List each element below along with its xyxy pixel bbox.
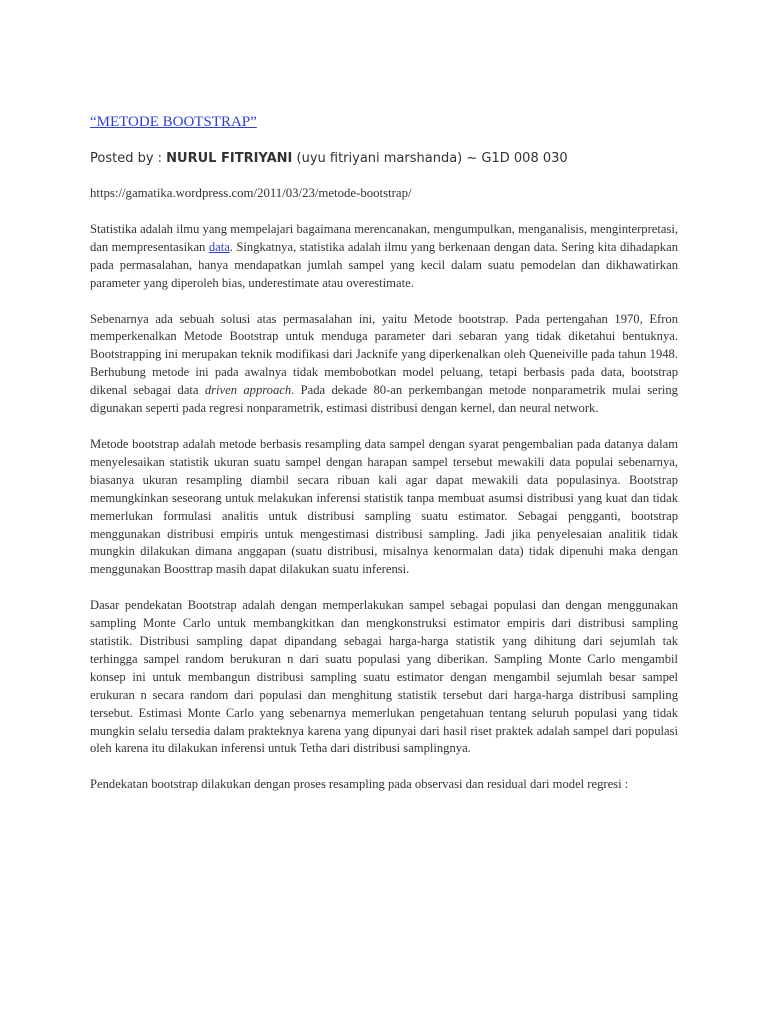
paragraph-5: Pendekatan bootstrap dilakukan dengan proses resampling pada observasi dan residual dari model regresi : bbox=[90, 777, 629, 792]
author-name: NURUL FITRIYANI bbox=[166, 151, 293, 166]
paragraph-1 bbox=[90, 221, 678, 293]
paragraph-1-text-a: Statistika adalah ilmu yang mempelajari bagaimana merencanakan, mengumpulkan, menganalisis, menginterpretasi, dan mempresentasikan bbox=[90, 221, 678, 254]
document-title bbox=[90, 112, 678, 132]
title-link[interactable]: “METODE BOOTSTRAP” bbox=[90, 114, 257, 130]
paragraph-2-text-a: Sebenarnya ada sebuah solusi atas permasalahan ini, yaitu Metode bootstrap. Pada pertengahan 1970, Efron memperkenalkan Metode Bootstrap untuk menduga parameter dari sebaran yang tidak diketahui bentuknya. Bootstrapping ini merupakan teknik modifikasi dari Jacknife yang diperkenalkan oleh Queneiville pada tahun 1948. Berhubung metode ini pada awalnya tidak membobotkan model peluang, tetapi berbasis pada data, bootstrap dikenal sebagai data bbox=[90, 311, 678, 398]
posted-by-line bbox=[90, 150, 678, 168]
data-link[interactable]: data bbox=[208, 239, 230, 254]
paragraph-4: Dasar pendekatan Bootstrap adalah dengan memperlakukan sampel sebagai populasi dan dengan menggunakan sampling Monte Carlo untuk membangkitkan dan mengkonstruksi estimator empiris dari distribusi sampling statistik. Distribusi sampling dapat dipandang sebagai harga-harga statistik yang dihitung dari sejumlah tak terhingga sampel random berukuran n dari suatu populasi yang diberikan. Sampling Monte Carlo mengambil konsep ini untuk membangun distribusi sampling suatu estimator dengan mengambil sejumlah besar sampel erukuran n secara random dari populasi dan menghitung statistik tersebut dari harga-harga distribusi sampling tersebut. Estimasi Monte Carlo yang sebenarnya memerlukan pengetahuan tentang seluruh populasi yang tidak mungkin selalu tersedia dalam prakteknya karena yang dipunyai dari hasil riset praktek adalah sampel dari populasi oleh karena itu dilakukan inferensi untuk Tetha dari distribusi samplingnya. bbox=[90, 598, 678, 756]
document-page bbox=[90, 112, 678, 812]
paragraph-1-text-b: . Singkatnya, statistika adalah ilmu yang berkenaan dengan data. Sering kita dihadapkan pada permasalahan, hanya mendapatkan jumlah sampel yang kecil dalam suatu pemodelan dan dikhawatirkan parameter yang diperoleh bias, underestimate atau overestimate. bbox=[90, 239, 678, 290]
paragraph-2-emphasis: driven approach bbox=[204, 383, 292, 398]
posted-by-prefix: Posted by : bbox=[90, 151, 167, 166]
paragraph-3: Metode bootstrap adalah metode berbasis resampling data sampel dengan syarat pengembalian pada datanya dalam menyelesaikan statistik ukuran suatu sampel dengan harapan sampel tersebut mewakili data populai sebenarnya, biasanya ukuran resampling diambil secara ribuan kali agar dapat mewakili data populasinya. Bootstrap memungkinkan seseorang untuk melakukan inferensi statistik tanpa membuat asumsi distribusi yang kuat dan tidak memerlukan formulasi analitis untuk distribusi sampling suatu estimator. Sebagai pengganti, bootstrap menggunakan distribusi empiris untuk mengestimasi distribusi sampling. Jadi jika penyelesaian analitik tidak mungkin dilakukan dimana anggapan (suatu distribusi, misalnya kenormalan data) tidak dipenuhi maka dengan menggunakan Boosttrap masih dapat dilakukan suatu inferensi. bbox=[90, 436, 678, 577]
paragraph-2 bbox=[90, 311, 678, 418]
paragraph-2-text-b: . Pada dekade 80-an perkembangan metode nonparametrik mulai sering digunakan seperti pada regresi nonparametrik, estimasi distribusi dengan kernel, dan neural network. bbox=[90, 383, 678, 416]
source-url: https://gamatika.wordpress.com/2011/03/23/metode-bootstrap/ bbox=[90, 186, 412, 200]
posted-by-suffix: (uyu fitriyani marshanda) ~ G1D 008 030 bbox=[292, 151, 568, 166]
